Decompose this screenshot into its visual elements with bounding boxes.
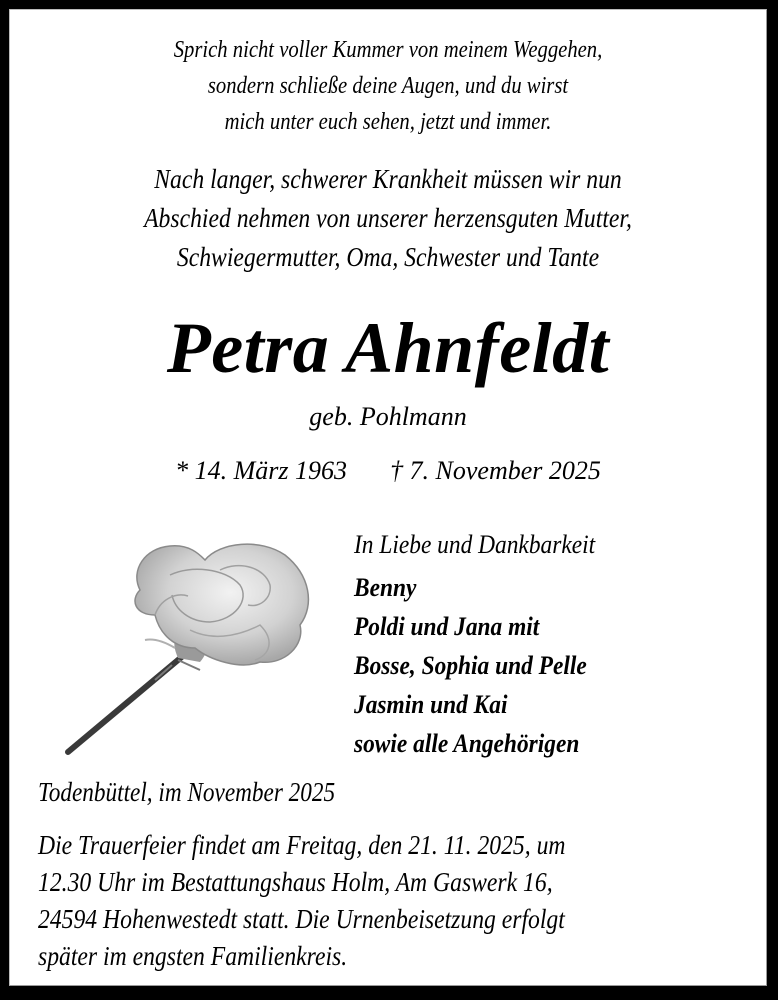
mourner-name: Jasmin und Kai	[354, 690, 508, 719]
quote	[63, 32, 713, 140]
life-dates	[10, 456, 766, 486]
place-date: Todenbüttel, im November 2025	[38, 777, 336, 807]
mourner-name: Bosse, Sophia und Pelle	[354, 651, 587, 680]
funeral-line: später im engsten Familienkreis.	[38, 940, 348, 971]
birth-date: * 14. März 1963	[175, 456, 348, 485]
intro-line: Abschied nehmen von unserer herzensguten Mutter,	[144, 202, 632, 233]
quote-line: sondern schließe deine Augen, und du wirst	[207, 73, 569, 99]
mourners-heading: In Liebe und Dankbarkeit	[354, 530, 596, 559]
death-date: † 7. November 2025	[390, 456, 601, 485]
quote-line: mich unter euch sehen, jetzt und immer.	[224, 109, 552, 135]
maiden-name: geb. Pohlmann	[309, 402, 467, 431]
mourner-name: Poldi und Jana mit	[354, 612, 540, 641]
rose-icon	[60, 530, 325, 760]
funeral-info	[38, 826, 565, 974]
intro-text	[63, 159, 713, 276]
funeral-line: Die Trauerfeier findet am Freitag, den 21. 11. 2025, um	[38, 829, 566, 860]
deceased-name: Petra Ahnfeldt	[166, 308, 610, 388]
obituary-card	[9, 9, 767, 986]
quote-line: Sprich nicht voller Kummer von meinem Weggehen,	[173, 37, 603, 63]
funeral-line: 24594 Hohenwestedt statt. Die Urnenbeisetzung erfolgt	[38, 903, 565, 934]
funeral-line: 12.30 Uhr im Bestattungshaus Holm, Am Gaswerk 16,	[38, 866, 553, 897]
intro-line: Nach langer, schwerer Krankheit müssen wir nun	[154, 163, 622, 194]
mourner-name: Benny	[354, 573, 417, 602]
intro-line: Schwiegermutter, Oma, Schwester und Tante	[176, 241, 600, 272]
mourners	[354, 527, 754, 763]
mourner-name: sowie alle Angehörigen	[354, 729, 580, 758]
